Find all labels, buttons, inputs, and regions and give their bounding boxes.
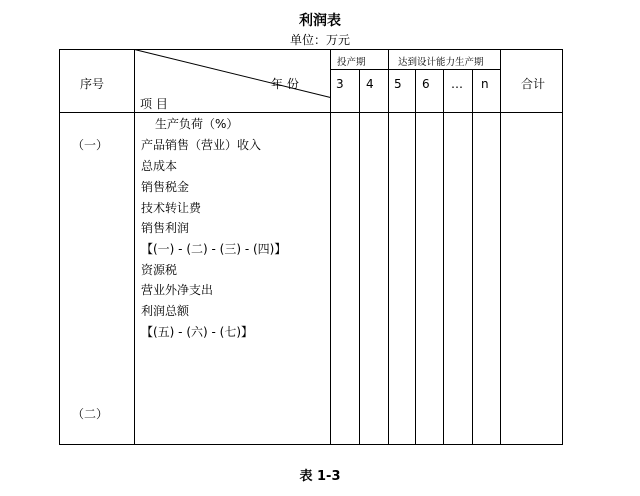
serial-1: （一） [72, 138, 109, 152]
row-production-load: 生产负荷（%） [155, 117, 239, 131]
design-capacity-header: 达到设计能力生产期 [398, 57, 484, 68]
row-formula-2: 【(五) - (六) - (七)】 [141, 325, 254, 339]
row-non-operating-expense: 营业外净支出 [141, 283, 214, 297]
year-5: 5 [394, 77, 402, 91]
year-4: 4 [366, 77, 374, 91]
serial-2: （二） [72, 407, 109, 421]
total-header: 合计 [521, 77, 546, 91]
year-header: 年 份 [271, 77, 299, 91]
row-total-cost: 总成本 [141, 159, 178, 173]
construction-period-header: 投产期 [337, 57, 366, 68]
row-resource-tax: 资源税 [141, 263, 178, 277]
row-sales-profit: 销售利润 [141, 221, 190, 235]
item-header: 项 目 [140, 97, 168, 111]
diagonal-line [135, 50, 331, 98]
unit-label: 单位：万元 [289, 33, 350, 47]
year-ellipsis: … [451, 77, 463, 91]
table-title: 利润表 [299, 13, 341, 29]
row-tech-transfer-fee: 技术转让费 [141, 201, 202, 215]
row-sales-tax: 销售税金 [141, 180, 190, 194]
year-n: n [481, 77, 489, 91]
row-formula-1: 【(一) - (二) - (三) - (四)】 [141, 242, 287, 256]
year-6: 6 [422, 77, 430, 91]
serial-header: 序号 [80, 77, 105, 91]
row-total-profit: 利润总额 [141, 304, 190, 318]
year-3: 3 [336, 77, 344, 91]
row-sales-revenue: 产品销售（营业）收入 [141, 138, 262, 152]
table-caption: 表 1-3 [299, 469, 341, 484]
